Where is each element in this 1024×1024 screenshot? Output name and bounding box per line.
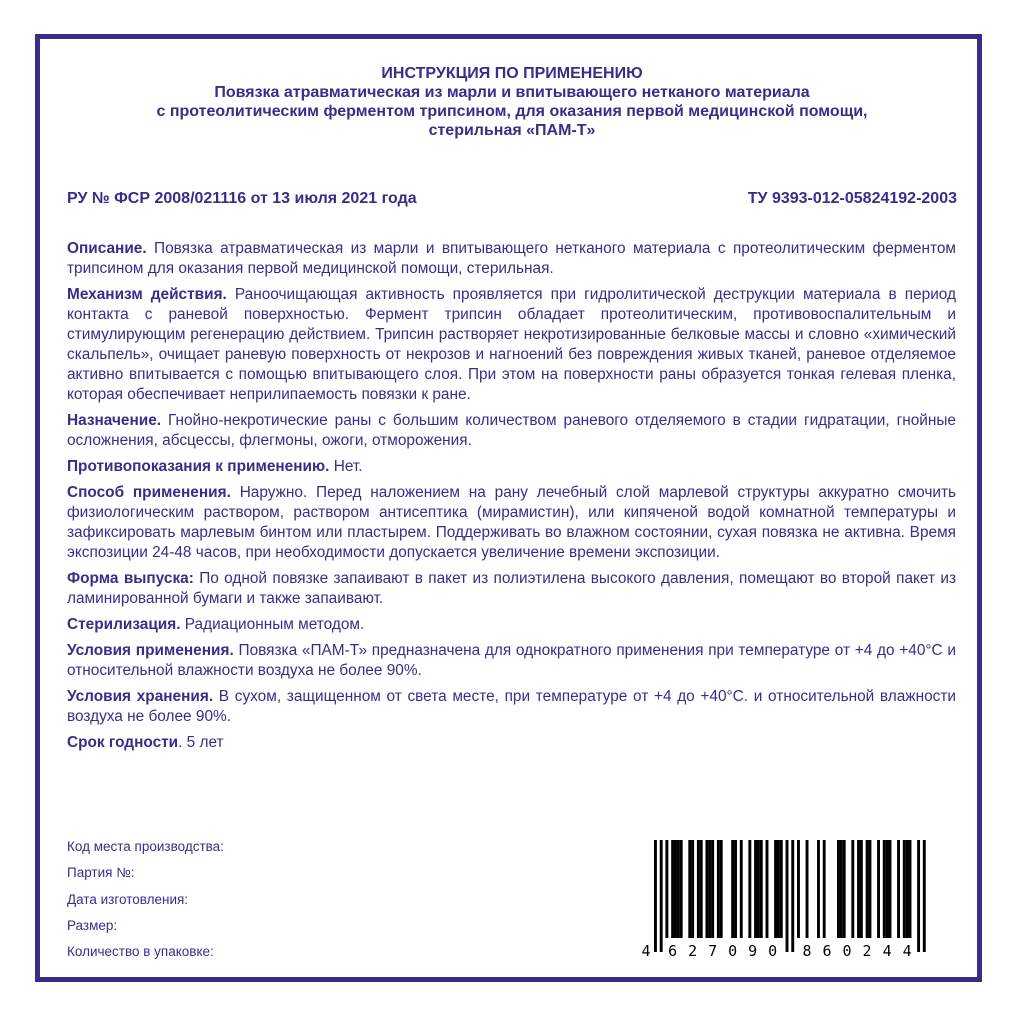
section-text: По одной повязке запаивают в пакет из полиэтилена высокого давления, помещают во второй пакет из ламинированной бумаги и также запаивают.: [67, 570, 957, 607]
barcode-bar: [837, 840, 840, 938]
barcode-bar: [857, 840, 860, 938]
barcode-bar: [677, 840, 680, 938]
header-title: ИНСТРУКЦИЯ ПО ПРИМЕНЕНИЮ: [381, 65, 643, 82]
section-text: В сухом, защищенном от света месте, при температуре от +4 до +40°С. и относительной влажности воздуха не более 90%.: [67, 688, 956, 725]
barcode-bar: [877, 840, 880, 938]
barcode-digit-right: 6: [822, 942, 832, 960]
barcode-bar: [866, 840, 869, 938]
registration-number: РУ № ФСР 2008/021116 от 13 июля 2021 года: [67, 190, 417, 207]
header-product-line-3: стерильная «ПАМ-Т»: [428, 122, 596, 139]
section-description: [67, 239, 956, 279]
field-batch-number: Партия №:: [67, 865, 135, 881]
section-storage-conditions: [67, 687, 956, 727]
barcode-bar: [671, 840, 674, 938]
section-text: Радиационным методом.: [180, 616, 365, 633]
barcode-guard-bar: [791, 840, 794, 952]
barcode-bar: [740, 840, 743, 938]
section-purpose: [67, 411, 956, 451]
header-product-line-2: с протеолитическим ферментом трипсином, для оказания первой медицинской помощи,: [156, 103, 868, 120]
section-term: Условия применения.: [67, 642, 234, 659]
barcode-bar: [860, 840, 863, 938]
section-text: Нет.: [329, 458, 363, 475]
field-production-code: Код места производства:: [67, 839, 224, 854]
barcode-guard-bar: [660, 840, 663, 952]
barcode-guard-bar: [786, 840, 789, 952]
section-shelf-life: [67, 733, 956, 753]
section-text: Наружно. Перед наложением на рану лечебный слой марлевой структуры аккуратно смочить физиологическим раствором, раствором антисептика (мирамистин), или кипяченой водой комнатной температуры и зафиксировать марлевым бинтом или пластырем. Поддерживать во влажном состоянии, сухая повязка не активна. Время экспозиции 24-48 часов, при необходимости допускается увеличение времени экспозиции.: [67, 484, 957, 561]
barcode-bar: [806, 840, 809, 938]
barcode-guard-bar: [917, 840, 920, 952]
barcode-bar: [691, 840, 694, 938]
section-application-method: [67, 483, 956, 563]
section-term: Срок годности: [67, 734, 179, 751]
document-header: [60, 64, 964, 140]
technical-spec-number: ТУ 9393-012-05824192-2003: [747, 190, 957, 207]
production-fields: [67, 834, 224, 965]
section-text: . 5 лет: [178, 734, 224, 751]
section-release-form: [67, 569, 956, 609]
section-sterilization: [67, 615, 956, 635]
barcode-bar: [823, 840, 826, 938]
barcode-digit-right: 2: [862, 942, 872, 960]
barcode-digit-right: 4: [902, 942, 912, 960]
field-package-quantity: Количество в упаковке:: [67, 944, 214, 960]
barcode-bar: [720, 840, 723, 938]
section-term: Условия хранения.: [67, 688, 214, 705]
field-size: Размер:: [67, 917, 118, 933]
barcode-bar: [869, 840, 872, 938]
barcode-bar: [688, 840, 691, 938]
field-manufacture-date: Дата изготовления:: [67, 891, 189, 907]
section-term: Форма выпуска:: [67, 570, 194, 587]
barcode-bar: [774, 840, 777, 938]
header-product-line-1: Повязка атравматическая из марли и впитывающего нетканого материала: [214, 84, 810, 101]
barcode-bar: [705, 840, 708, 938]
registration-row: [67, 189, 957, 208]
section-mechanism: [67, 285, 956, 405]
barcode-digit-left: 2: [688, 942, 698, 960]
barcode-bar: [734, 840, 737, 938]
barcode-bar: [897, 840, 900, 938]
barcode: [640, 836, 956, 960]
barcode-digit-first: 4: [641, 942, 651, 960]
section-text: Гнойно-некротические раны с большим количеством раневого отделяемого в стадии гидратации, гнойные осложнения, абсцессы, флегмоны, ожоги, отморожения.: [67, 412, 956, 449]
barcode-bar: [906, 840, 909, 938]
barcode-bar: [780, 840, 783, 938]
barcode-bar: [889, 840, 892, 938]
barcode-bar: [697, 840, 700, 938]
section-term: Описание.: [67, 240, 147, 257]
barcode-bar: [883, 840, 886, 938]
barcode-bar: [717, 840, 720, 938]
barcode-bar: [754, 840, 757, 938]
barcode-digit-left: 9: [748, 942, 758, 960]
section-term: Назначение.: [67, 412, 162, 429]
barcode-bar: [757, 840, 760, 938]
barcode-digit-right: 4: [882, 942, 892, 960]
barcode-bar: [840, 840, 843, 938]
barcode-bar: [665, 840, 668, 938]
section-term: Противопоказания к применению.: [67, 458, 330, 475]
barcode-bar: [711, 840, 714, 938]
barcode-bar: [797, 840, 800, 938]
section-term: Механизм действия.: [67, 286, 227, 303]
barcode-bar: [680, 840, 683, 938]
barcode-bar: [886, 840, 889, 938]
barcode-digit-left: 6: [668, 942, 678, 960]
section-usage-conditions: [67, 641, 956, 681]
section-text: Повязка атравматическая из марли и впитывающего нетканого материала с протеолитическим ферментом трипсином для оказания первой медицинской помощи, стерильная.: [67, 240, 956, 277]
barcode-digit-left: 7: [708, 942, 718, 960]
barcode-guard-bar: [923, 840, 926, 952]
barcode-bar: [760, 840, 763, 938]
barcode-bar: [909, 840, 912, 938]
section-term: Способ применения.: [67, 484, 231, 501]
section-text: Повязка «ПАМ-Т» предназначена для однократного применения при температуре от +4 до +40°С и относительной влажности воздуха не более 90%.: [67, 642, 956, 679]
barcode-bar: [766, 840, 769, 938]
barcode-bar: [817, 840, 820, 938]
barcode-bar: [708, 840, 711, 938]
barcode-bar: [903, 840, 906, 938]
section-text: Раноочищающая активность проявляется при гидролитической деструкции материала в период контакта с раневой поверхностью. Фермент трипсин обладает протеолитическим, противовоспалительным и стимулирующим регенерацию действием. Трипсин растворяет некротизированные белковые массы и словно «химический скальпель», очищает раневую поверхность от некрозов и нагноений без повреждения живых тканей, раневое отделяемое активно впитывается с помощью впитывающего слоя. При этом на поверхности раны образуется тонкая гелевая пленка, которая обеспечивает неприлипаемость повязки к ране.: [67, 286, 956, 403]
section-term: Стерилизация.: [67, 616, 181, 633]
barcode-bar: [843, 840, 846, 938]
instruction-body: [67, 239, 956, 759]
barcode-digit-right: 8: [802, 942, 812, 960]
barcode-digit-left: 0: [728, 942, 738, 960]
barcode-bar: [731, 840, 734, 938]
section-contraindications: [67, 457, 956, 477]
barcode-guard-bar: [654, 840, 657, 952]
barcode-graphic: [640, 836, 956, 960]
barcode-bar: [674, 840, 677, 938]
barcode-digit-right: 0: [842, 942, 852, 960]
barcode-digit-left: 0: [768, 942, 778, 960]
barcode-bar: [748, 840, 751, 938]
barcode-bar: [700, 840, 703, 938]
barcode-bar: [851, 840, 854, 938]
barcode-bar: [777, 840, 780, 938]
